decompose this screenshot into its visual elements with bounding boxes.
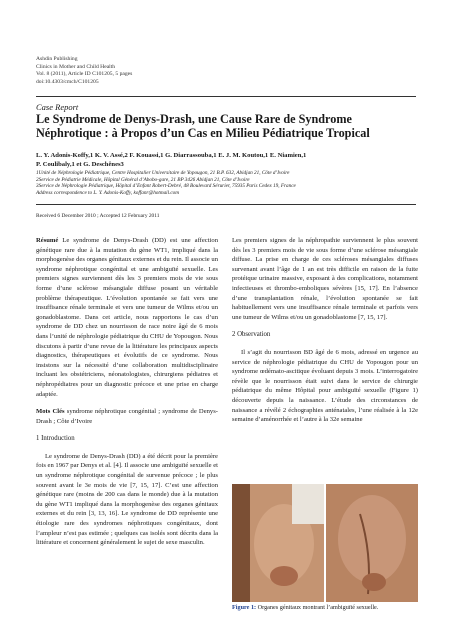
abstract-label: Résumé [36, 237, 59, 244]
keywords [36, 407, 218, 426]
photo-separator [324, 484, 326, 602]
observation-heading: 2 Observation [232, 331, 271, 339]
right-skin-region [338, 495, 406, 583]
left-column [36, 236, 218, 556]
title-line-1: Le Syndrome de Denys-Drash, une Cause Rare de Syndrome [36, 112, 352, 126]
left-white-cloth [292, 484, 324, 524]
right-detail [362, 573, 386, 591]
affiliations [36, 170, 421, 196]
affiliation-2: 2Service de Pédiatrie Médicale, Hôpital Général d’Abobo-gare, 21 BP 3426 Abidjan 21, Côte d’Ivoire [36, 176, 250, 183]
authors-line-1: L. Y. Adonis-Koffy,1 K. V. Assé,2 F. Kouassi,1 G. Diarrassouba,1 E. J. M. Koutou,1 E. Niamien,1 [36, 152, 307, 159]
intro-paragraph: Le syndrome de Denys-Drash (DD) a été décrit pour la première fois en 1967 par Denys et al. [4]. Il associe une ambiguïté sexuelle et un syndrome néphrotique congénital de survenue précoce ; le plus souvent avant le 3e mois de vie [7, 15, 17]. C’est une affection génétique rare (moins de 200 cas dans le monde) due à la mutation du gène WT1 impliqué dans la morphogenèse des organes génitaux externes et du rein [3, 13, 16]. Le syndrome de DD représente une étiologie rare des syndromes néphrotiques congénitaux, dont l’ampleur n’est pas estimée ; quelques cas isolés sont décrits dans la littérature et concernent généralement le sujet de sexe masculin. [36, 452, 218, 547]
figure-1 [232, 484, 418, 602]
observation-paragraph: Il s’agit du nourrisson BD âgé de 6 mois, adressé en urgence au service de néphrologie pédiatrique du CHU de Yopougon pour un syndrome œdémato-ascitique évoluant depuis 3 mois. L’interrogatoire révèle que le nourrisson était suivi dans le service de chirurgie pédiatrique du même Hôpital pour ambiguïté sexuelle (Figure 1) découverte depuis la naissance. L’étude des circonstances de naissance a révélé 2 échographies anténatales, l’une réalisée à la 12e semaine d’aménorrhée et l’autre à la 32e semaine [232, 348, 418, 424]
figure-1-label: Figure 1: [232, 604, 257, 611]
figure-1-caption [232, 604, 418, 611]
right-paragraph-1: Les premiers signes de la néphropathie surviennent le plus souvent dès les 3 premiers mois de vie sous forme d’une sclérose mésangiale diffuse. La prise en charge de ces scléroses mésangiales diffuses survenant avant l’âge de 1 an est très difficile en raison de la fuite protéique urinaire massive, exposant à des complications, notamment infectieuses et thrombo-emboliques sévères [15, 17]. En l’absence d’une transplantation rénale, l’évolution spontanée se fait habituellement vers une insuffisance rénale terminale et parfois vers une tumeur de Wilms et/ou un gonadoblastome [7, 15, 17]. [232, 237, 418, 321]
correspondence: Address correspondence to L. Y. Adonis-Koffy, koffanr@hotmail.com [36, 189, 180, 196]
author-list [36, 152, 421, 170]
header-divider [36, 96, 416, 97]
article-title [36, 112, 421, 140]
affiliation-divider [36, 204, 416, 205]
abstract-text: Le syndrome de Denys-Drash (DD) est une affection génétique rare due à la mutation du gène WT1, impliqué dans la morphogenèse des organes génitaux externes et du rein. Il associe un syndrome néphrotique congénital et une ambiguïté sexuelle. Les premiers signes surviennent dès les 3 premiers mois de vie sous forme d’une sclérose mésangiale diffuse posant un véritable problème thérapeutique. L’évolution spontanée se fait vers une insuffisance rénale terminale et vers une tumeur de Wilms et/ou un gonadoblastome. Dans cet article, nous rapportons le cas d’un syndrome de DD chez un nourrisson de race noire âgé de 6 mois dans l’unité de néphrologie pédiatrique du CHU de Yopougon. Nous discutons à partir d’une revue de la littérature les principaux aspects diagnostics, thérapeutiques et évolutifs de ce syndrome. Nous insistons sur la nécessité d’une collaboration multidisciplinaire incluant les obstétriciens, néonatologistes, chirurgiens pédiatres et néphropédiatres pour un diagnostic précoce et une prise en charge adaptée. [36, 237, 218, 398]
journal-name: Clinics in Mother and Child Health [36, 63, 116, 70]
authors-line-2: P. Coulibaly,1 et G. Deschênes3 [36, 160, 124, 168]
publisher-name: Ashdin Publishing [36, 56, 78, 62]
journal-header [36, 56, 132, 86]
doi-text: doi:10.4303/cmch/C101205 [36, 78, 99, 85]
keywords-label: Mots Clés [36, 408, 65, 416]
intro-heading: 1 Introduction [36, 435, 75, 443]
section-type: Case Report [36, 102, 79, 112]
right-column [232, 236, 418, 433]
affiliation-1: 1Unité de Néphrologie Pédiatrique, Centre Hospitalier Universitaire de Yopougon, 21 B.P. 632, Abidjan 21, Côte d’Ivoire [36, 170, 290, 176]
received-accepted-dates: Received 6 December 2010 ; Accepted 12 February 2011 [36, 213, 160, 219]
clinical-photo [232, 484, 418, 602]
affiliation-3: 3Service de Néphrologie Pédiatrique, Hôpital d’Enfant Robert-Debré, 48 Boulevard Sérurier, 75935 Paris Cedex 19, France [36, 183, 296, 190]
figure-1-caption-text: Organes génitaux montrant l’ambiguïté sexuelle. [257, 604, 379, 611]
title-line-2: Néphrotique : à Propos d’un Cas en Milieu Pédiatrique Tropical [36, 126, 370, 140]
keywords-text: syndrome néphrotique congénital ; syndrome de Denys-Drash ; Côte d’Ivoire [36, 408, 218, 425]
left-panel-shadow [232, 484, 250, 602]
left-detail [270, 566, 298, 586]
volume-line: Vol. 8 (2011), Article ID C101205, 5 pages [36, 71, 133, 78]
abstract [36, 236, 218, 399]
figure-1-photo [232, 484, 418, 602]
